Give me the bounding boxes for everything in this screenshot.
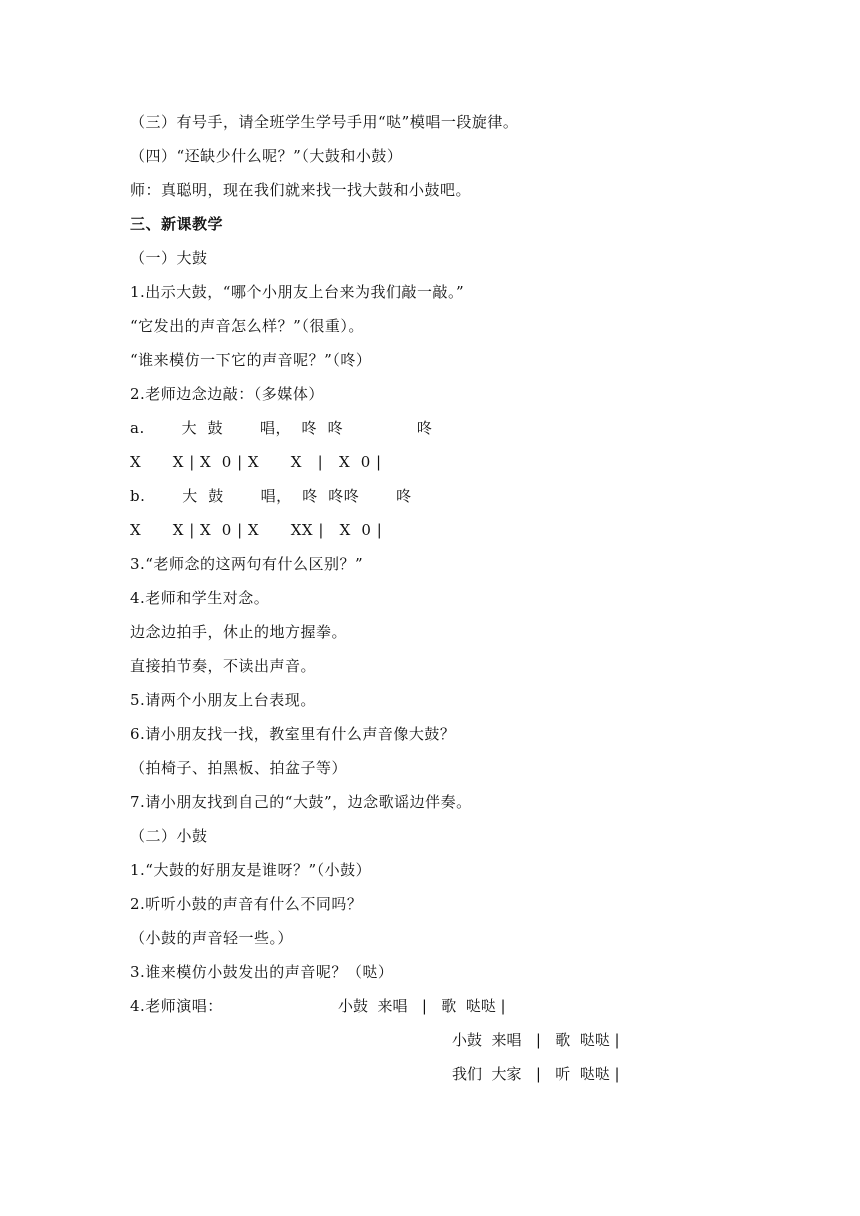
text-line: （三）有号手，请全班学生学号手用“哒”模唱一段旋律。 xyxy=(130,113,519,131)
section-heading: 三、新课教学 xyxy=(130,215,224,233)
text-line: 直接拍节奏，不读出声音。 xyxy=(130,657,317,675)
text-line: 4.老师和学生对念。 xyxy=(130,589,270,607)
text-line: 4.老师演唱： xyxy=(130,997,223,1015)
text-line: 2.老师边念边敲：（多媒体） xyxy=(130,385,324,403)
text-line: 边念边拍手，休止的地方握拳。 xyxy=(130,623,348,641)
text-line: 6.请小朋友找一找，教室里有什么声音像大鼓？ xyxy=(130,725,456,743)
rhythm-line: X X | X 0 | X XX | X 0 | xyxy=(130,521,383,539)
text-line: 师：真聪明，现在我们就来找一找大鼓和小鼓吧。 xyxy=(130,181,472,199)
song-line: 小鼓 来唱 | 歌 哒哒 | xyxy=(452,1031,620,1049)
text-line: （拍椅子、拍黑板、拍盆子等） xyxy=(130,759,348,777)
text-line: 2.听听小鼓的声音有什么不同吗？ xyxy=(130,895,363,913)
text-line: 5.请两个小朋友上台表现。 xyxy=(130,691,316,709)
text-line: 1.“大鼓的好朋友是谁呀？”（小鼓） xyxy=(130,861,372,879)
text-line: 7.请小朋友找到自己的“大鼓”，边念歌谣边伴奏。 xyxy=(130,793,472,811)
text-line: “谁来模仿一下它的声音呢？”（咚） xyxy=(130,351,372,369)
text-line: 3.“老师念的这两句有什么区别？” xyxy=(130,555,364,573)
song-line: 我们 大家 | 听 哒哒 | xyxy=(452,1065,620,1083)
text-line: （小鼓的声音轻一些。） xyxy=(130,929,294,947)
rhythm-line: X X | X 0 | X X | X 0 | xyxy=(130,453,382,471)
subsection-heading: （二）小鼓 xyxy=(130,827,208,845)
lyrics-line: b. 大 鼓 唱， 咚 咚咚 咚 xyxy=(130,487,412,505)
song-line: 小鼓 来唱 | 歌 哒哒 | xyxy=(338,997,506,1015)
text-line: （四）“还缺少什么呢？”（大鼓和小鼓） xyxy=(130,147,403,165)
text-line: “它发出的声音怎么样？”（很重）。 xyxy=(130,317,364,335)
text-line: 1.出示大鼓，“哪个小朋友上台来为我们敲一敲。” xyxy=(130,283,465,301)
subsection-heading: （一）大鼓 xyxy=(130,249,208,267)
text-line: 3.谁来模仿小鼓发出的声音呢？（哒） xyxy=(130,963,394,981)
lyrics-line: a. 大 鼓 唱， 咚 咚 咚 xyxy=(130,419,433,437)
